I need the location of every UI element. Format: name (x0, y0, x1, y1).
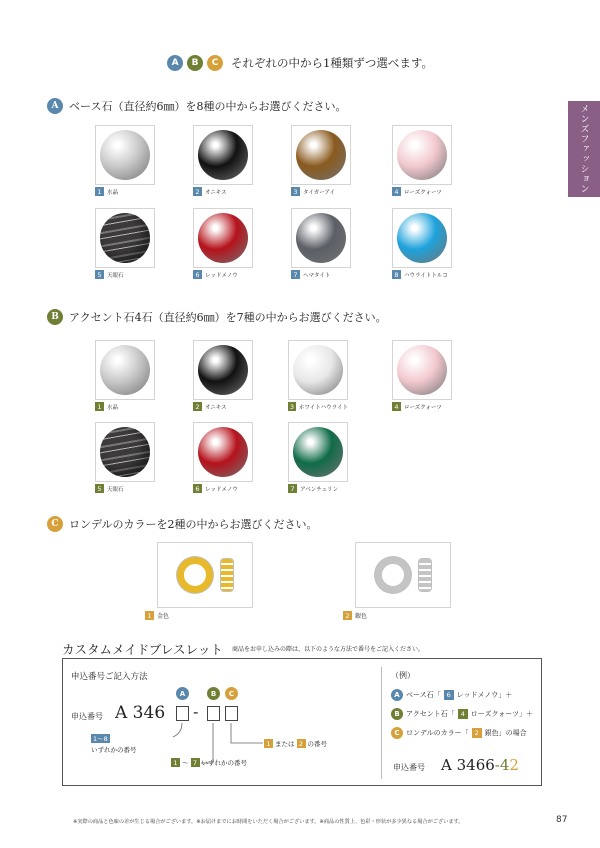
stone-number: 5 (95, 270, 104, 279)
badge-b: B (187, 55, 203, 71)
stone-name: オニキス (205, 404, 227, 411)
stone-label (193, 270, 253, 279)
header (0, 55, 600, 71)
stone-number: 7 (291, 270, 300, 279)
example-b-num: 4 (458, 709, 468, 719)
stone-name: レッドメノウ (205, 486, 238, 493)
stone-image (397, 345, 447, 395)
rondel-image-side (419, 559, 431, 591)
stone-image (293, 427, 343, 477)
example-code-part2: -4 (494, 756, 510, 774)
stone-frame (95, 422, 155, 482)
stone-name: ハウライトトルコ (404, 272, 448, 279)
rondel-name: 金色 (157, 613, 170, 620)
hint-c (264, 739, 327, 748)
example-line-c (391, 727, 527, 739)
stone-option[interactable] (392, 208, 452, 279)
example-code (441, 756, 519, 774)
side-tab-category[interactable]: メンズファッション (568, 101, 600, 197)
stone-number: 7 (288, 484, 297, 493)
stone-option[interactable] (392, 125, 452, 196)
page-number: 87 (556, 815, 568, 825)
stone-label (193, 402, 253, 411)
stone-label (288, 484, 348, 493)
stone-name: 水晶 (107, 189, 119, 196)
hint-b (171, 758, 247, 767)
stone-image (198, 345, 248, 395)
section-c-text: ロンデルのカラーを2種の中からお選びください。 (69, 518, 318, 531)
example-line-a (391, 689, 512, 701)
rondel-name: 銀色 (355, 613, 368, 620)
stone-name: ホワイトハウライト (298, 404, 348, 411)
stone-number: 5 (95, 484, 104, 493)
section-c-badge: C (47, 516, 63, 532)
example-code-label: 申込番号 (393, 763, 425, 772)
example-c-post: 銀色」の場合 (484, 729, 527, 737)
order-mark-b: B (207, 687, 220, 700)
stone-number: 2 (193, 402, 202, 411)
example-a-pre: ベース石「 (406, 691, 441, 699)
rondel-image-side (221, 559, 233, 591)
order-dash: - (193, 703, 199, 721)
hint-a-text: いずれかの番号 (91, 746, 137, 754)
stone-label (291, 270, 351, 279)
example-b-badge: B (391, 708, 403, 720)
section-b-title (47, 309, 387, 325)
stone-name: ローズクォーツ (404, 404, 442, 411)
stone-number: 4 (392, 402, 401, 411)
hint-c-num2: 2 (297, 739, 306, 748)
stone-number: 3 (289, 402, 295, 411)
hint-b-to: 7 (191, 758, 200, 767)
stone-option[interactable] (95, 340, 155, 411)
stone-name: タイガーアイ (303, 189, 335, 196)
example-a-num: 6 (444, 690, 454, 700)
order-code-prefix: A 346 (115, 703, 166, 723)
stone-name: 天眼石 (107, 272, 124, 279)
stone-image (100, 427, 150, 477)
example-code-part3: 2 (509, 756, 519, 774)
hint-c-num1: 1 (264, 739, 273, 748)
stone-label (392, 402, 452, 411)
stone-option[interactable] (392, 340, 452, 411)
example-c-badge: C (391, 727, 403, 739)
hint-b-sep: ～ (182, 759, 189, 767)
hint-c-or: または (275, 740, 295, 748)
badge-a: A (167, 55, 183, 71)
rondel-number: 1 (145, 611, 154, 620)
example-c-num: 2 (472, 728, 482, 738)
rondel-image-front (375, 557, 411, 593)
stone-frame (95, 125, 155, 185)
stone-option[interactable] (95, 125, 155, 196)
stone-image (100, 213, 150, 263)
stone-name: ローズクォーツ (404, 189, 442, 196)
stone-option[interactable] (291, 125, 351, 196)
stone-option[interactable] (291, 208, 351, 279)
rondel-label (145, 611, 253, 620)
stone-image (198, 213, 248, 263)
order-connector-lines (63, 659, 381, 787)
example-b-pre: アクセント石「 (406, 710, 455, 718)
example-c-pre: ロンデルのカラー「 (406, 729, 469, 737)
stone-frame (193, 125, 253, 185)
stone-frame (291, 208, 351, 268)
stone-label (392, 187, 452, 196)
stone-option[interactable] (193, 422, 253, 493)
stone-option[interactable] (288, 422, 348, 493)
howto-title: 申込番号ご記入方法 (71, 672, 148, 682)
stone-frame (392, 125, 452, 185)
stone-frame (193, 340, 253, 400)
stone-name: アベンチュリン (300, 486, 339, 493)
stone-image (100, 345, 150, 395)
hint-a-range (91, 734, 110, 743)
header-text: それぞれの中から1種類ずつ選べます。 (231, 56, 433, 70)
stone-name: 天眼石 (107, 486, 124, 493)
stone-frame (193, 422, 253, 482)
stone-option[interactable] (193, 208, 253, 279)
hint-a-range-badge: 1～8 (93, 735, 108, 743)
rondel-frame (157, 542, 253, 608)
stone-frame (291, 125, 351, 185)
hint-b-from: 1 (171, 758, 180, 767)
stone-label (95, 270, 155, 279)
order-box-divider (381, 667, 382, 779)
stone-image (198, 130, 248, 180)
stone-label (193, 484, 253, 493)
stone-number: 1 (95, 187, 104, 196)
badge-c: C (207, 55, 223, 71)
stone-option[interactable] (193, 125, 253, 196)
example-title: （例） (391, 671, 415, 680)
section-c-title (47, 516, 317, 532)
stone-frame (392, 340, 452, 400)
stone-name: 水晶 (107, 404, 119, 411)
order-number-label: 申込番号 (71, 712, 103, 721)
stone-image (397, 130, 447, 180)
stone-option[interactable] (193, 340, 253, 411)
stone-frame (193, 208, 253, 268)
section-b-text: アクセント石4石（直径約6㎜）を7種の中からお選びください。 (69, 311, 387, 324)
rondel-image-front (177, 557, 213, 593)
stone-label (95, 484, 155, 493)
stone-option[interactable] (288, 340, 348, 411)
stone-frame (288, 422, 348, 482)
stone-image (296, 213, 346, 263)
footnote: ※実際の商品と色味の差が生じる場合がございます。※お届けまでにお時間をいただく場合がございます。※商品の性質上、色彩・形状が多少異なる場合がございます。 (73, 819, 464, 825)
section-a-title (47, 98, 346, 114)
example-a-post: レッドメノウ」＋ (456, 691, 513, 699)
stone-label (288, 402, 348, 411)
stone-name: ヘマタイト (303, 272, 331, 279)
stone-number: 1 (95, 402, 104, 411)
stone-frame (95, 208, 155, 268)
rondel-number: 2 (343, 611, 352, 620)
stone-number: 6 (193, 270, 202, 279)
stone-name: オニキス (205, 189, 227, 196)
stone-image (293, 345, 343, 395)
stone-label (193, 187, 253, 196)
stone-frame (392, 208, 452, 268)
order-mark-a: A (176, 687, 189, 700)
stone-image (296, 130, 346, 180)
order-instructions-box (62, 658, 542, 786)
stone-number: 6 (193, 484, 202, 493)
rondel-label (343, 611, 451, 620)
stone-image (397, 213, 447, 263)
stone-frame (95, 340, 155, 400)
stone-number: 2 (193, 187, 202, 196)
bracelet-title: カスタムメイドブレスレット (62, 642, 223, 657)
stone-image (100, 130, 150, 180)
stone-label (95, 402, 155, 411)
stone-image (198, 427, 248, 477)
stone-frame (288, 340, 348, 400)
section-b-badge: B (47, 309, 63, 325)
rondel-frame (355, 542, 451, 608)
section-a-text: ベース石（直径約6㎜）を8種の中からお選びください。 (69, 100, 347, 113)
hint-c-text: の番号 (307, 740, 327, 748)
example-line-b (391, 708, 533, 720)
stone-number: 4 (392, 187, 401, 196)
stone-label (291, 187, 351, 196)
hint-b-text: いずれかの番号 (201, 759, 247, 767)
rondel-option[interactable] (147, 542, 253, 620)
stone-option[interactable] (95, 422, 155, 493)
order-mark-c: C (225, 687, 238, 700)
stone-label (95, 187, 155, 196)
section-a-badge: A (47, 98, 63, 114)
stone-option[interactable] (95, 208, 155, 279)
bracelet-note: 商品をお申し込みの際は、以下のような方法で番号をご記入ください。 (232, 646, 425, 653)
stone-name: レッドメノウ (205, 272, 238, 279)
rondel-option[interactable] (345, 542, 451, 620)
stone-label (392, 270, 452, 279)
example-b-post: ローズクォーツ」＋ (470, 710, 533, 718)
stone-number: 3 (291, 187, 300, 196)
example-a-badge: A (391, 689, 403, 701)
stone-number: 8 (392, 270, 401, 279)
example-code-part1: A 3466 (441, 756, 495, 774)
